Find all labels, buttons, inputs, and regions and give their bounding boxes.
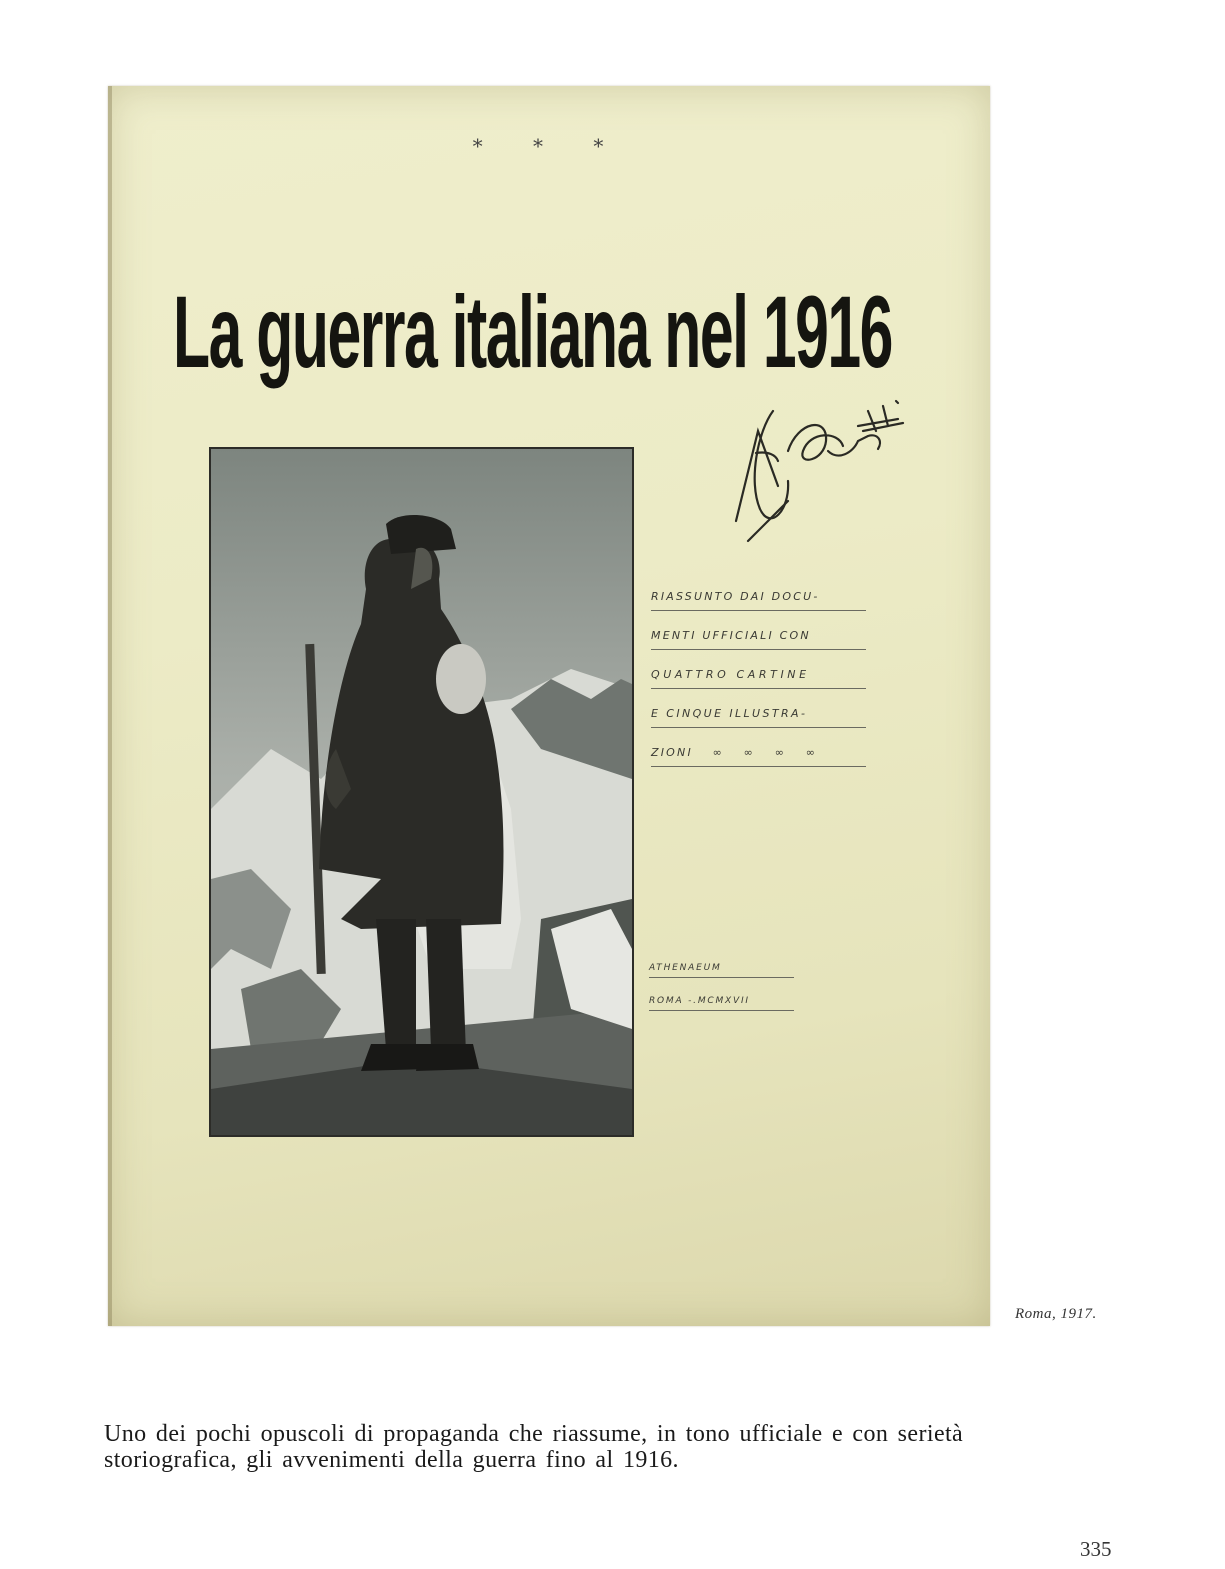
- cover-description: [651, 582, 866, 777]
- image-caption-place-date: Roma, 1917.: [1015, 1306, 1097, 1322]
- soldier-illustration: [211, 449, 632, 1135]
- cover-ornament: * * *: [472, 134, 626, 158]
- page-number: 335: [1080, 1537, 1112, 1561]
- publisher-name: ATHENAEUM: [649, 957, 794, 978]
- publisher-block: [649, 957, 794, 1023]
- publisher-imprint: ROMA -.MCMXVII: [649, 990, 794, 1011]
- description-line: MENTI UFFICIALI CON: [651, 621, 866, 650]
- description-line: RIASSUNTO DAI DOCU-: [651, 582, 866, 611]
- signature: [718, 391, 918, 551]
- description-line: E CINQUE ILLUSTRA-: [651, 699, 866, 728]
- description-line: ZIONI ∞ ∞ ∞ ∞: [651, 738, 866, 767]
- cover-spine-shadow: [108, 86, 112, 1326]
- cover-title: La guerra italiana nel 1916: [173, 275, 892, 390]
- soldier-photograph: [209, 447, 634, 1137]
- description-line: QUATTRO CARTINE: [651, 660, 866, 689]
- image-caption: Uno dei pochi opuscoli di propaganda che riassume, in tono ufficiale e con serietà storiografica, gli avvenimenti della guerra fino al 1916.: [104, 1421, 964, 1473]
- booklet-cover: [108, 86, 990, 1326]
